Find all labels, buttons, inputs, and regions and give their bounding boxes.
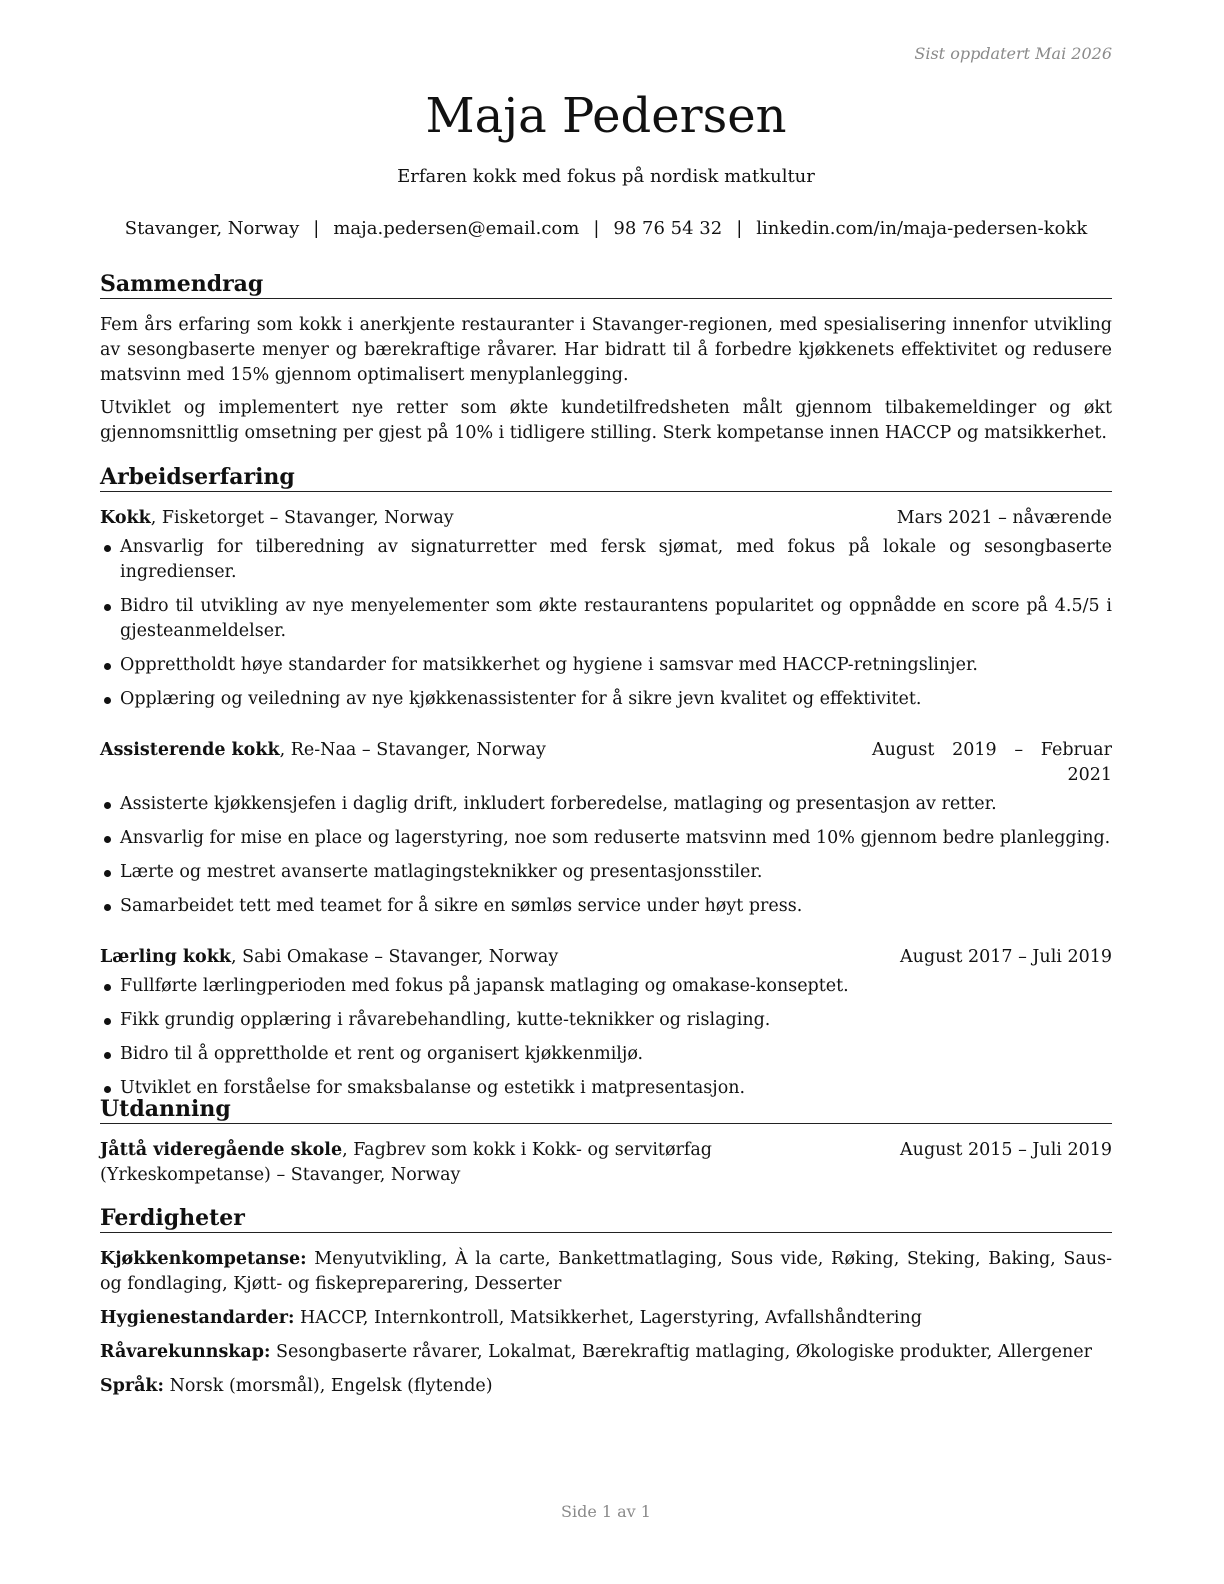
list-item: Lærte og mestret avanserte matlagingsteknikker og presentasjonsstiler. [100, 860, 1112, 885]
list-item: Fikk grundig opplæring i råvarebehandling, kutte-teknikker og rislaging. [100, 1008, 1112, 1033]
skill-group [100, 1374, 1112, 1399]
skills-section [100, 1204, 1112, 1408]
skill-items: Sesongbaserte råvarer, Lokalmat, Bærekraftig matlaging, Økologiske produkter, Allergener [270, 1342, 1093, 1362]
skill-group [100, 1340, 1112, 1365]
skill-items: Menyutvikling, À la carte, Bankettmatlaging, Sous vide, Røking, Steking, Baking, Saus- og fondlaging, Kjøtt- og fiskepreparering, Desserter [100, 1249, 1112, 1294]
education-dates: August 2015 – Juli 2019 [900, 1140, 1112, 1160]
job-header [100, 945, 1112, 970]
contact-separator: | [736, 218, 743, 239]
skill-label: Språk: [100, 1376, 165, 1396]
list-item: Opplæring og veiledning av nye kjøkkenassistenter for å sikre jevn kvalitet og effektivitet. [100, 687, 1112, 712]
job-role: Lærling kokk [100, 947, 231, 967]
list-item: Ansvarlig for mise en place og lagerstyring, noe som reduserte matsvinn med 10% gjennom bedre planlegging. [100, 826, 1112, 851]
job-bullets [100, 792, 1112, 919]
job-role: Kokk [100, 508, 151, 528]
summary-paragraph: Fem års erfaring som kokk i anerkjente restauranter i Stavanger-regionen, med spesialisering innenfor utvikling av sesongbaserte menyer og bærekraftige råvarer. Har bidratt til å forbedre kjøkkenets effektivitet og redusere matsvinn med 15% gjennom optimalisert menyplanlegging. [100, 315, 1112, 385]
contact-location: Stavanger, Norway [124, 218, 300, 239]
resume-page [100, 0, 1112, 1584]
skill-label: Råvarekunnskap: [100, 1342, 271, 1362]
summary-paragraph: Utviklet og implementert nye retter som økte kundetilfredsheten målt gjennom tilbakemeldinger og økt gjennomsnittlig omsetning per gjest på 10% i tidligere stilling. Sterk kompetanse innen HACCP og matsikkerhet. [100, 398, 1112, 443]
job-entry [100, 945, 1112, 1101]
job-place: , Re-Naa – Stavanger, Norway [279, 740, 546, 760]
job-entry [100, 506, 1112, 712]
section-title-summary: Sammendrag [100, 270, 1112, 299]
job-bullets [100, 974, 1112, 1101]
skill-label: Hygienestandarder: [100, 1308, 295, 1328]
list-item: Assisterte kjøkkensjefen i daglig drift, inkludert forberedelse, matlaging og presentasjon av retter. [100, 792, 1112, 817]
list-item: Utviklet en forståelse for smaksbalanse og estetikk i matpresentasjon. [100, 1076, 1112, 1101]
list-item: Bidro til å opprettholde et rent og organisert kjøkkenmiljø. [100, 1042, 1112, 1067]
skill-group [100, 1247, 1112, 1297]
education-details: , Fagbrev som kokk i Kokk- og servitørfag (Yrkeskompetanse) – Stavanger, Norway [100, 1140, 712, 1185]
contact-separator: | [593, 218, 600, 239]
skill-items: Norsk (morsmål), Engelsk (flytende) [164, 1376, 493, 1396]
skill-items: HACCP, Internkontroll, Matsikkerhet, Lagerstyring, Avfallshåndtering [294, 1308, 922, 1328]
contact-line [70, 218, 1142, 239]
education-section [100, 1095, 1112, 1188]
job-place: , Fisketorget – Stavanger, Norway [150, 508, 454, 528]
contact-linkedin[interactable]: linkedin.com/in/maja-pedersen-kokk [756, 218, 1088, 239]
skill-group [100, 1306, 1112, 1331]
contact-separator: | [313, 218, 320, 239]
list-item: Opprettholdt høye standarder for matsikkerhet og hygiene i samsvar med HACCP-retningslinjer. [100, 653, 1112, 678]
list-item: Ansvarlig for tilberedning av signaturretter med fersk sjømat, med fokus på lokale og sesongbaserte ingredienser. [100, 535, 1112, 585]
list-item: Bidro til utvikling av nye menyelementer som økte restaurantens popularitet og oppnådde en score på 4.5/5 i gjesteanmeldelser. [100, 594, 1112, 644]
last-updated: Sist oppdatert Mai 2026 [914, 44, 1112, 63]
job-header [100, 506, 1112, 531]
summary-section [100, 270, 1112, 454]
job-role: Assisterende kokk [100, 740, 280, 760]
education-entry [100, 1138, 1112, 1188]
job-dates: August 2017 – Juli 2019 [900, 947, 1112, 967]
contact-email[interactable]: maja.pedersen@email.com [333, 218, 580, 239]
candidate-subtitle: Erfaren kokk med fokus på nordisk matkultur [397, 166, 815, 187]
section-title-education: Utdanning [100, 1095, 1112, 1124]
experience-section [100, 463, 1112, 1115]
skill-label: Kjøkkenkompetanse: [100, 1249, 307, 1269]
section-title-skills: Ferdigheter [100, 1204, 1112, 1233]
job-place: , Sabi Omakase – Stavanger, Norway [231, 947, 559, 967]
candidate-name: Maja Pedersen [425, 88, 787, 144]
job-bullets [100, 535, 1112, 712]
education-school: Jåttå videregående skole [100, 1140, 343, 1160]
section-title-experience: Arbeidserfaring [100, 463, 1112, 492]
list-item: Fullførte lærlingperioden med fokus på japansk matlaging og omakase-konseptet. [100, 974, 1112, 999]
job-entry [100, 738, 1112, 919]
list-item: Samarbeidet tett med teamet for å sikre en sømløs service under høyt press. [100, 894, 1112, 919]
job-dates: August 2019 – Februar 2021 [872, 740, 1112, 785]
job-header [100, 738, 1112, 788]
job-dates: Mars 2021 – nåværende [896, 508, 1112, 528]
contact-phone: 98 76 54 32 [613, 218, 723, 239]
page-number: Side 1 av 1 [561, 1502, 651, 1521]
